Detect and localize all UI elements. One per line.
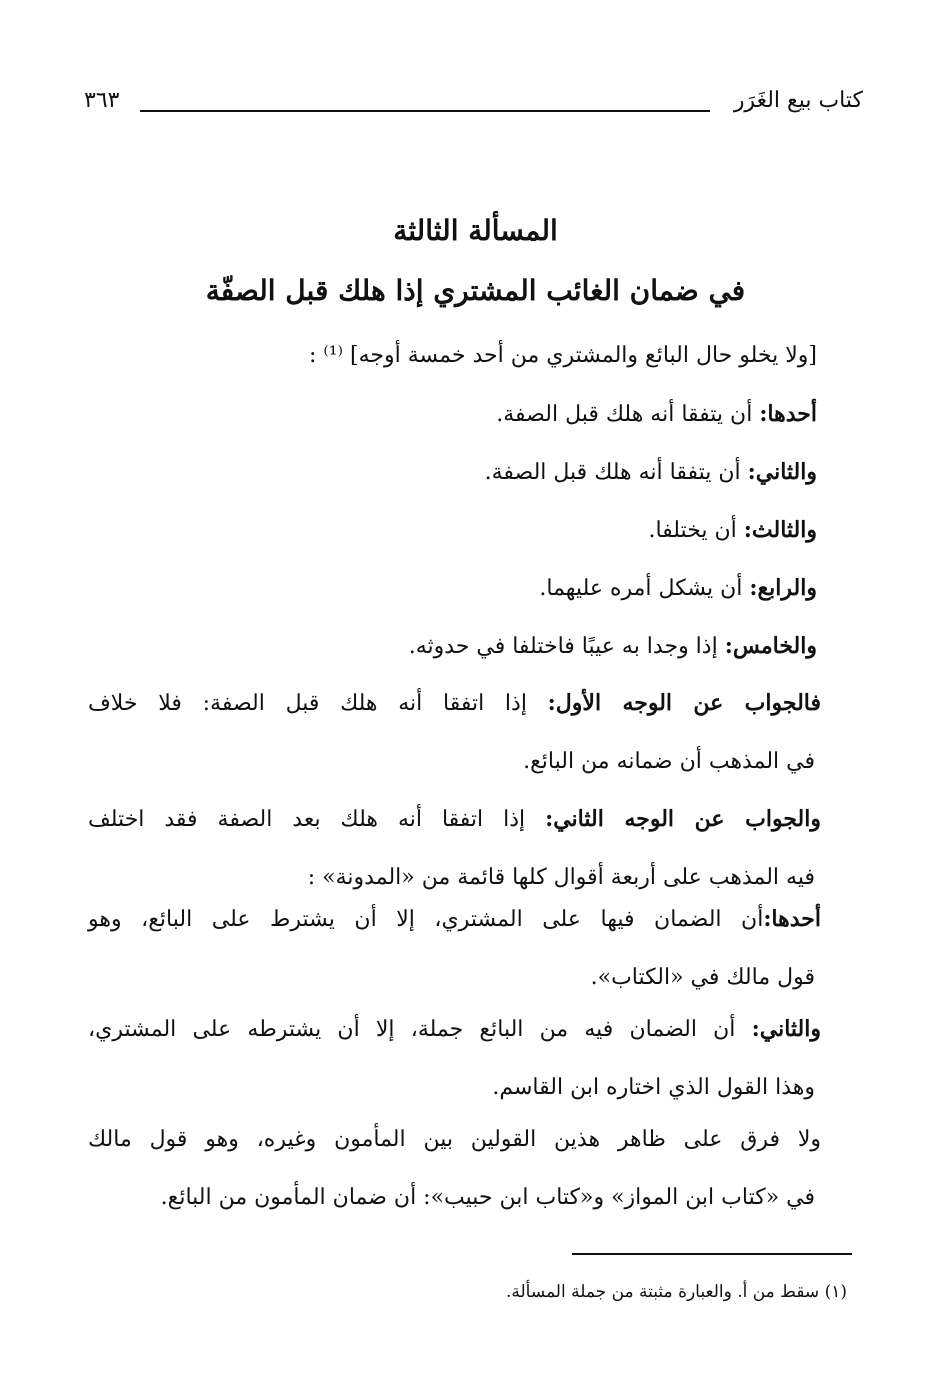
paragraph-lead: أحدها: [763,906,821,932]
paragraph-second-line: في المذهب أن ضمانه من البائع. [523,749,815,774]
paragraph-first-line [88,890,821,949]
case-line [496,398,817,431]
paragraph-second-line: قول مالك في «الكتاب». [590,965,815,990]
paragraph-second-line: فيه المذهب على أربعة أقوال كلها قائمة من «المدونة» : [307,865,815,890]
paragraph-first-line [88,674,821,733]
paragraph-text: أن الضمان فيه من البائع جملة، إلا أن يشترطه على المشتري، [88,1017,752,1042]
paragraph-first-line [88,1110,821,1169]
page-number: ٣٦٣ [84,88,120,113]
paragraph-second-line: وهذا القول الذي اختاره ابن القاسم. [492,1075,815,1100]
case-lead: والخامس: [724,633,817,659]
paragraph-text: أن الضمان فيها على المشتري، إلا أن يشترط على البائع، وهو [88,907,764,932]
case-line [409,630,817,663]
paragraph-lead: فالجواب عن الوجه الأول: [547,690,821,716]
running-header-title: كتاب بيع الغَرَر [733,88,863,113]
paragraph-lead: والثاني: [751,1016,821,1042]
section-title: المسألة الثالثة [393,214,558,247]
footnote-rule [572,1253,852,1255]
case-text: أن يختلفا. [648,518,744,543]
paragraph-first-line [88,790,821,849]
paragraph-lead: والجواب عن الوجه الثاني: [545,806,821,832]
paragraph-text: إذا اتفقا أنه هلك بعد الصفة فقد اختلف [88,807,546,832]
paragraph-text: ولا فرق على ظاهر هذين القولين بين المأمون وغيره، وهو قول مالك [88,1127,821,1152]
body-paragraph [88,890,821,1007]
case-line [648,514,817,547]
case-text: أن يشكل أمره عليهما. [539,576,750,601]
case-lead: والثالث: [743,517,817,543]
paragraph-second-line: في «كتاب ابن المواز» و«كتاب ابن حبيب»: أن ضمان المأمون من البائع. [160,1185,815,1210]
header-rule [140,110,710,112]
case-lead: والثاني: [747,459,817,485]
body-paragraph [88,1000,821,1117]
intro-line: [ولا يخلو حال البائع والمشتري من أحد خمسة أوجه] ⁽¹⁾ : [308,343,817,368]
case-line [485,456,817,489]
case-text: أن يتفقا أنه هلك قبل الصفة. [484,460,748,485]
paragraph-first-line [88,1000,821,1059]
footnote: (١) سقط من أ. والعبارة مثبتة من جملة المسألة. [505,1282,847,1302]
case-lead: أحدها: [759,401,817,427]
body-paragraph [88,1110,821,1227]
paragraph-text: إذا اتفقا أنه هلك قبل الصفة: فلا خلاف [88,691,548,716]
case-text: أن يتفقا أنه هلك قبل الصفة. [496,402,760,427]
body-paragraph [88,674,821,791]
section-subtitle: في ضمان الغائب المشتري إذا هلك قبل الصفّة [205,274,746,307]
case-text: إذا وجدا به عيبًا فاختلفا في حدوثه. [408,634,725,659]
case-line [539,572,817,605]
case-lead: والرابع: [749,575,817,601]
